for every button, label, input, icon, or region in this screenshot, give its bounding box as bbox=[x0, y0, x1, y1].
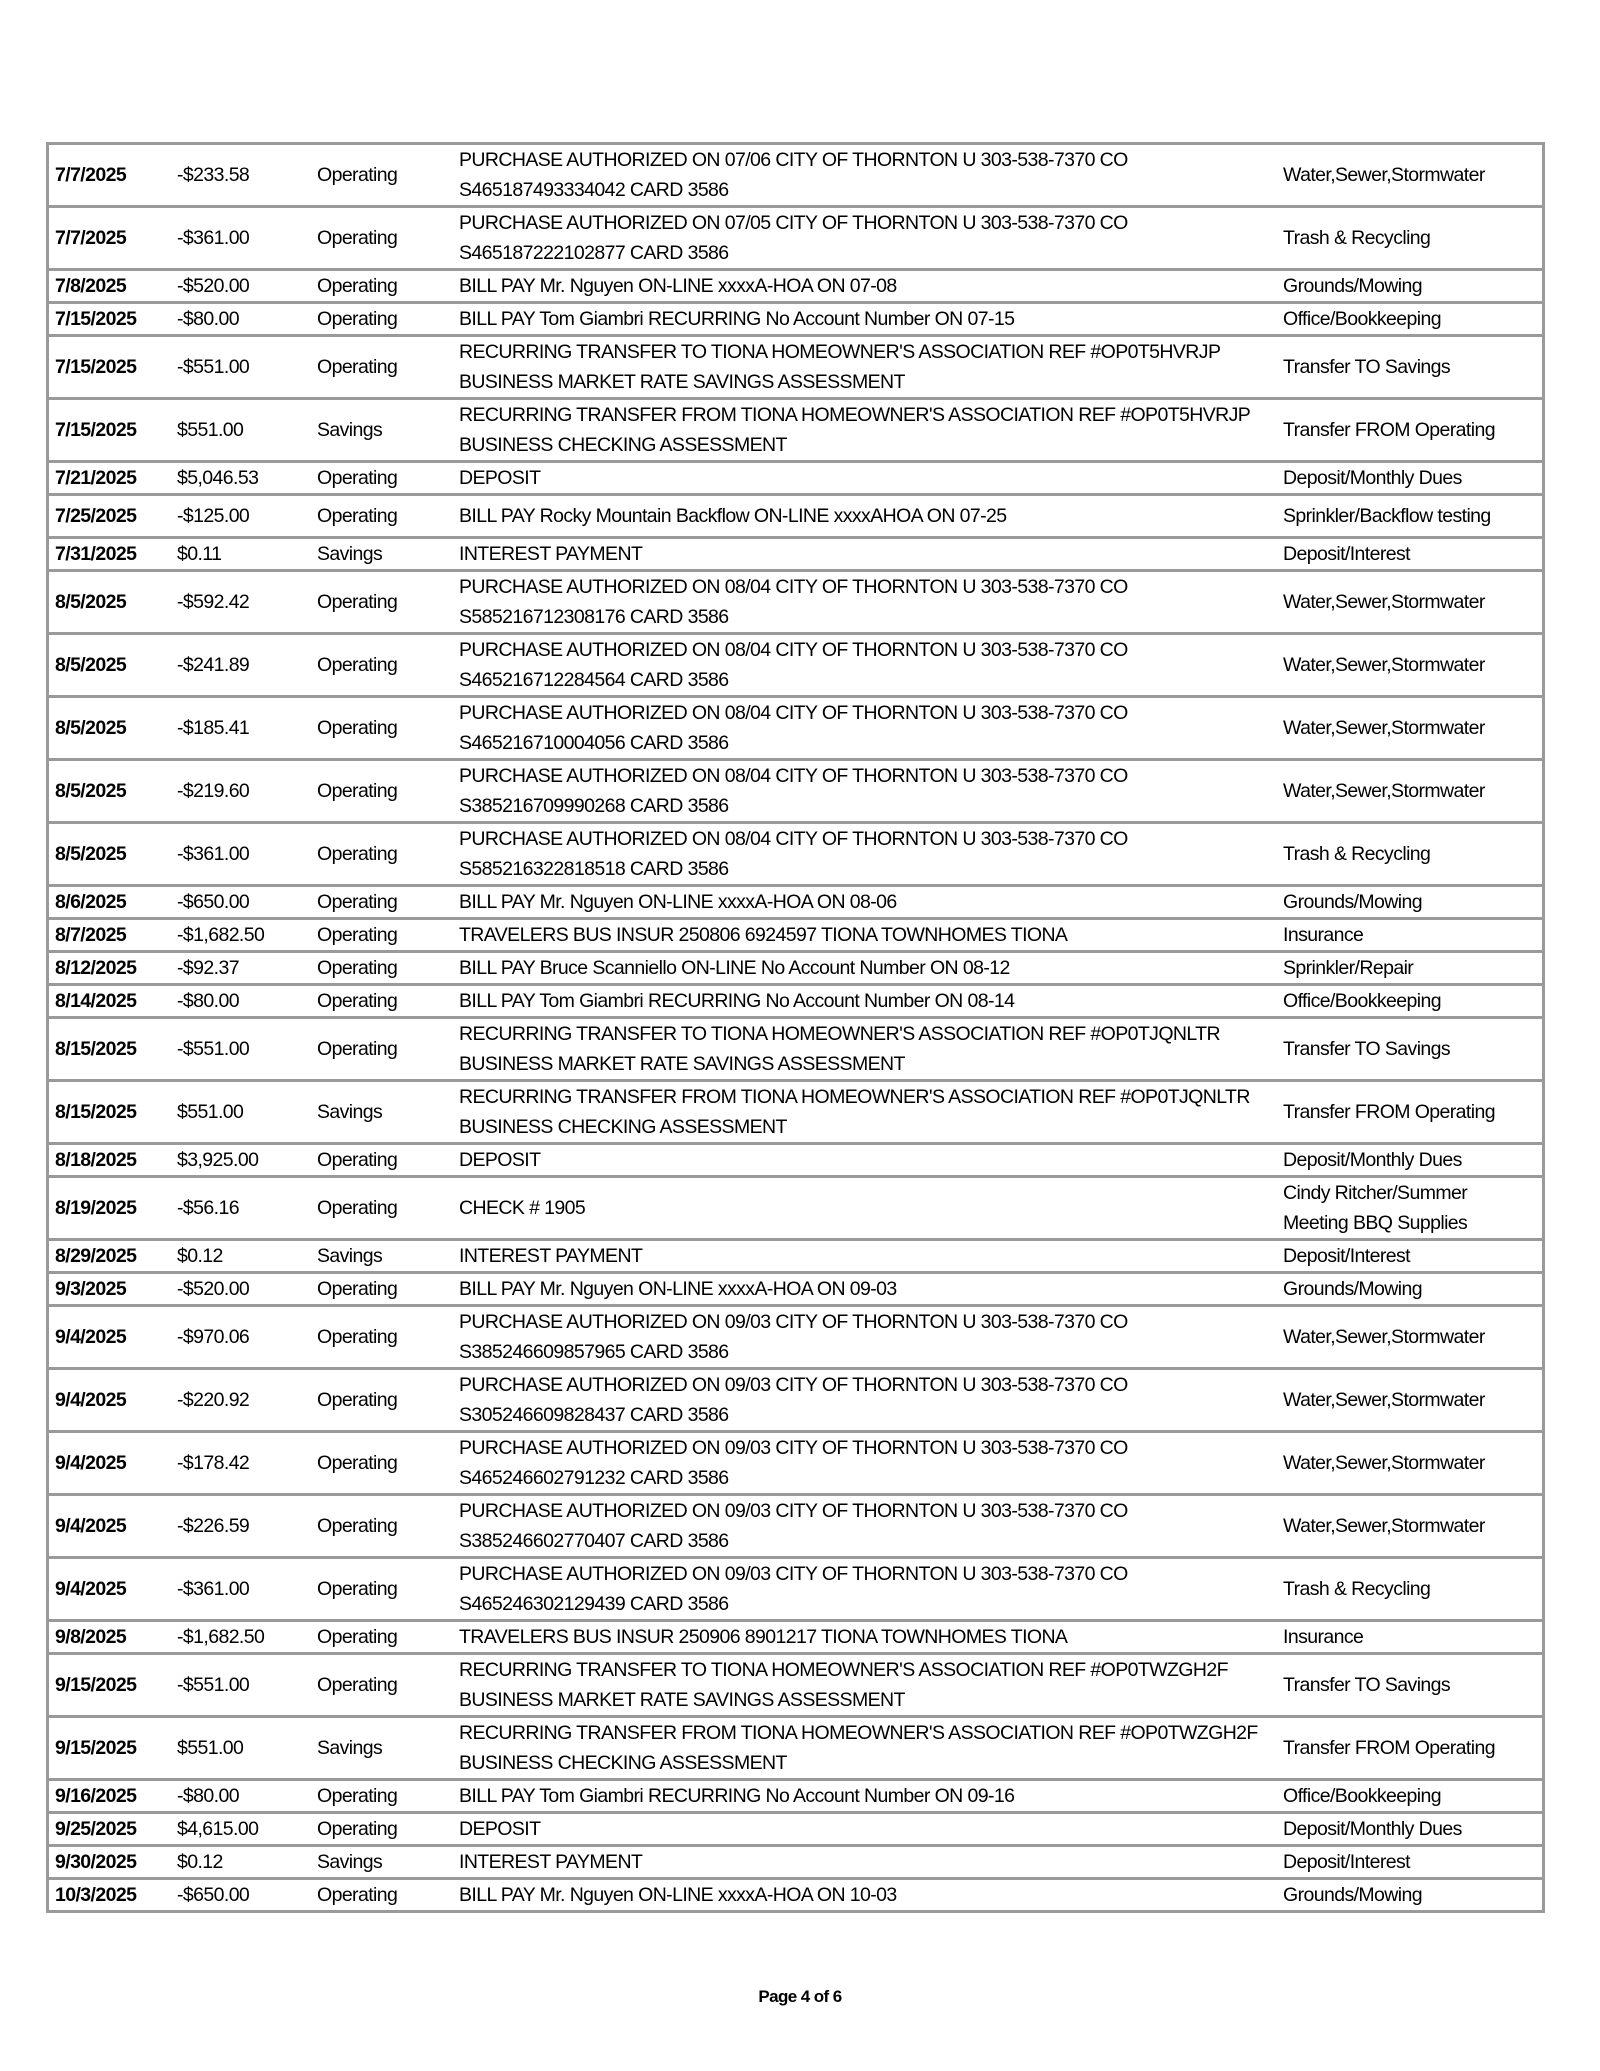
page-number: Page 4 of 6 bbox=[758, 1987, 842, 2006]
transaction-amount: -$520.00 bbox=[171, 270, 311, 303]
transaction-category: Water,Sewer,Stormwater bbox=[1277, 571, 1544, 634]
transaction-date: 9/4/2025 bbox=[48, 1432, 172, 1495]
transaction-account: Operating bbox=[311, 207, 453, 270]
transaction-description: BILL PAY Tom Giambri RECURRING No Account Number ON 08-14 bbox=[453, 985, 1277, 1018]
transaction-category: Sprinkler/Repair bbox=[1277, 952, 1544, 985]
transaction-account: Operating bbox=[311, 303, 453, 336]
transaction-table bbox=[46, 142, 1545, 1913]
transaction-account: Operating bbox=[311, 952, 453, 985]
transaction-category: Water,Sewer,Stormwater bbox=[1277, 1306, 1544, 1369]
transaction-description: PURCHASE AUTHORIZED ON 08/04 CITY OF THORNTON U 303-538-7370 CO S585216712308176 CARD 3586 bbox=[453, 571, 1277, 634]
table-row bbox=[48, 1717, 1544, 1780]
transaction-date: 8/6/2025 bbox=[48, 886, 172, 919]
transaction-description: PURCHASE AUTHORIZED ON 07/06 CITY OF THORNTON U 303-538-7370 CO S465187493334042 CARD 3586 bbox=[453, 144, 1277, 207]
transaction-amount: -$1,682.50 bbox=[171, 1621, 311, 1654]
transaction-category: Insurance bbox=[1277, 1621, 1544, 1654]
table-row bbox=[48, 760, 1544, 823]
transaction-amount: -$551.00 bbox=[171, 1018, 311, 1081]
transaction-description: BILL PAY Mr. Nguyen ON-LINE xxxxA-HOA ON 08-06 bbox=[453, 886, 1277, 919]
transaction-category: Grounds/Mowing bbox=[1277, 1879, 1544, 1912]
transaction-description: RECURRING TRANSFER TO TIONA HOMEOWNER'S ASSOCIATION REF #OP0TWZGH2F BUSINESS MARKET RATE SAVINGS ASSESSMENT bbox=[453, 1654, 1277, 1717]
transaction-amount: $0.12 bbox=[171, 1846, 311, 1879]
transaction-account: Operating bbox=[311, 270, 453, 303]
transaction-date: 8/5/2025 bbox=[48, 634, 172, 697]
transaction-amount: -$520.00 bbox=[171, 1273, 311, 1306]
table-row bbox=[48, 303, 1544, 336]
transaction-date: 7/15/2025 bbox=[48, 399, 172, 462]
transaction-date: 9/8/2025 bbox=[48, 1621, 172, 1654]
transaction-description: BILL PAY Tom Giambri RECURRING No Account Number ON 07-15 bbox=[453, 303, 1277, 336]
transaction-category: Trash & Recycling bbox=[1277, 1558, 1544, 1621]
transaction-amount: -$80.00 bbox=[171, 985, 311, 1018]
transaction-date: 8/15/2025 bbox=[48, 1018, 172, 1081]
table-row bbox=[48, 1273, 1544, 1306]
transaction-date: 8/29/2025 bbox=[48, 1240, 172, 1273]
transaction-date: 8/12/2025 bbox=[48, 952, 172, 985]
transaction-description: BILL PAY Mr. Nguyen ON-LINE xxxxA-HOA ON 09-03 bbox=[453, 1273, 1277, 1306]
table-row bbox=[48, 1144, 1544, 1177]
transaction-amount: $3,925.00 bbox=[171, 1144, 311, 1177]
table-row bbox=[48, 1018, 1544, 1081]
table-row bbox=[48, 697, 1544, 760]
transaction-category: Office/Bookkeeping bbox=[1277, 1780, 1544, 1813]
transaction-account: Savings bbox=[311, 399, 453, 462]
transaction-account: Operating bbox=[311, 571, 453, 634]
transaction-date: 9/4/2025 bbox=[48, 1495, 172, 1558]
transaction-account: Operating bbox=[311, 634, 453, 697]
transaction-amount: -$178.42 bbox=[171, 1432, 311, 1495]
transaction-category: Office/Bookkeeping bbox=[1277, 985, 1544, 1018]
transaction-description: PURCHASE AUTHORIZED ON 08/04 CITY OF THORNTON U 303-538-7370 CO S465216712284564 CARD 3586 bbox=[453, 634, 1277, 697]
transaction-category: Trash & Recycling bbox=[1277, 207, 1544, 270]
transaction-category: Water,Sewer,Stormwater bbox=[1277, 1432, 1544, 1495]
table-row bbox=[48, 952, 1544, 985]
transaction-account: Operating bbox=[311, 495, 453, 538]
transaction-account: Operating bbox=[311, 1495, 453, 1558]
transaction-amount: -$80.00 bbox=[171, 1780, 311, 1813]
transaction-account: Operating bbox=[311, 1879, 453, 1912]
transaction-amount: $551.00 bbox=[171, 399, 311, 462]
transaction-date: 8/5/2025 bbox=[48, 571, 172, 634]
transaction-category: Transfer TO Savings bbox=[1277, 1018, 1544, 1081]
transaction-category: Transfer FROM Operating bbox=[1277, 1717, 1544, 1780]
transaction-amount: -$650.00 bbox=[171, 1879, 311, 1912]
table-row bbox=[48, 1177, 1544, 1240]
transaction-date: 9/4/2025 bbox=[48, 1369, 172, 1432]
transaction-category: Insurance bbox=[1277, 919, 1544, 952]
transaction-category: Sprinkler/Backflow testing bbox=[1277, 495, 1544, 538]
transaction-description: PURCHASE AUTHORIZED ON 08/04 CITY OF THORNTON U 303-538-7370 CO S465216710004056 CARD 3586 bbox=[453, 697, 1277, 760]
transaction-description: BILL PAY Rocky Mountain Backflow ON-LINE xxxxAHOA ON 07-25 bbox=[453, 495, 1277, 538]
transaction-amount: $551.00 bbox=[171, 1717, 311, 1780]
table-row bbox=[48, 1654, 1544, 1717]
transaction-account: Savings bbox=[311, 1846, 453, 1879]
transaction-description: TRAVELERS BUS INSUR 250806 6924597 TIONA TOWNHOMES TIONA bbox=[453, 919, 1277, 952]
transaction-account: Operating bbox=[311, 1369, 453, 1432]
transaction-category: Transfer FROM Operating bbox=[1277, 399, 1544, 462]
table-row bbox=[48, 1846, 1544, 1879]
table-row bbox=[48, 1495, 1544, 1558]
transaction-amount: -$241.89 bbox=[171, 634, 311, 697]
table-row bbox=[48, 985, 1544, 1018]
transaction-account: Operating bbox=[311, 1273, 453, 1306]
transaction-date: 9/25/2025 bbox=[48, 1813, 172, 1846]
transaction-date: 9/4/2025 bbox=[48, 1558, 172, 1621]
transaction-date: 9/16/2025 bbox=[48, 1780, 172, 1813]
table-row bbox=[48, 1369, 1544, 1432]
transaction-amount: $4,615.00 bbox=[171, 1813, 311, 1846]
table-row bbox=[48, 634, 1544, 697]
transaction-category: Grounds/Mowing bbox=[1277, 270, 1544, 303]
transaction-date: 9/3/2025 bbox=[48, 1273, 172, 1306]
transaction-description: RECURRING TRANSFER FROM TIONA HOMEOWNER'S ASSOCIATION REF #OP0TJQNLTR BUSINESS CHECKING ASSESSMENT bbox=[453, 1081, 1277, 1144]
table-row bbox=[48, 1240, 1544, 1273]
table-row bbox=[48, 823, 1544, 886]
transaction-description: DEPOSIT bbox=[453, 1813, 1277, 1846]
transaction-amount: $551.00 bbox=[171, 1081, 311, 1144]
table-row bbox=[48, 336, 1544, 399]
transaction-date: 8/5/2025 bbox=[48, 697, 172, 760]
transaction-amount: -$361.00 bbox=[171, 823, 311, 886]
table-row bbox=[48, 207, 1544, 270]
transaction-description: CHECK # 1905 bbox=[453, 1177, 1277, 1240]
transaction-account: Savings bbox=[311, 538, 453, 571]
transaction-category: Transfer TO Savings bbox=[1277, 336, 1544, 399]
transaction-category: Deposit/Interest bbox=[1277, 1846, 1544, 1879]
transaction-description: RECURRING TRANSFER FROM TIONA HOMEOWNER'S ASSOCIATION REF #OP0TWZGH2F BUSINESS CHECKING ASSESSMENT bbox=[453, 1717, 1277, 1780]
transaction-amount: -$219.60 bbox=[171, 760, 311, 823]
transaction-amount: -$361.00 bbox=[171, 207, 311, 270]
table-row bbox=[48, 144, 1544, 207]
transaction-category: Deposit/Monthly Dues bbox=[1277, 1144, 1544, 1177]
table-row bbox=[48, 1081, 1544, 1144]
transaction-amount: -$361.00 bbox=[171, 1558, 311, 1621]
transaction-account: Operating bbox=[311, 886, 453, 919]
transaction-date: 9/15/2025 bbox=[48, 1654, 172, 1717]
table-row bbox=[48, 399, 1544, 462]
transaction-date: 10/3/2025 bbox=[48, 1879, 172, 1912]
table-row bbox=[48, 1306, 1544, 1369]
transaction-date: 9/15/2025 bbox=[48, 1717, 172, 1780]
transaction-account: Operating bbox=[311, 1177, 453, 1240]
transaction-category: Transfer FROM Operating bbox=[1277, 1081, 1544, 1144]
transaction-amount: -$125.00 bbox=[171, 495, 311, 538]
transaction-amount: -$56.16 bbox=[171, 1177, 311, 1240]
table-row bbox=[48, 1780, 1544, 1813]
transaction-category: Cindy Ritcher/Summer Meeting BBQ Supplies bbox=[1277, 1177, 1544, 1240]
transaction-account: Operating bbox=[311, 144, 453, 207]
transaction-date: 8/19/2025 bbox=[48, 1177, 172, 1240]
transaction-date: 7/31/2025 bbox=[48, 538, 172, 571]
transaction-amount: $0.12 bbox=[171, 1240, 311, 1273]
transaction-account: Operating bbox=[311, 1780, 453, 1813]
transaction-date: 7/7/2025 bbox=[48, 144, 172, 207]
table-row bbox=[48, 1879, 1544, 1912]
transaction-amount: $0.11 bbox=[171, 538, 311, 571]
transaction-date: 7/15/2025 bbox=[48, 303, 172, 336]
transaction-account: Operating bbox=[311, 1813, 453, 1846]
transaction-account: Operating bbox=[311, 462, 453, 495]
transaction-description: PURCHASE AUTHORIZED ON 08/04 CITY OF THORNTON U 303-538-7370 CO S585216322818518 CARD 3586 bbox=[453, 823, 1277, 886]
transaction-description: INTEREST PAYMENT bbox=[453, 1240, 1277, 1273]
transaction-account: Operating bbox=[311, 1558, 453, 1621]
transaction-date: 7/8/2025 bbox=[48, 270, 172, 303]
table-row bbox=[48, 1558, 1544, 1621]
transaction-description: RECURRING TRANSFER FROM TIONA HOMEOWNER'S ASSOCIATION REF #OP0T5HVRJP BUSINESS CHECKING ASSESSMENT bbox=[453, 399, 1277, 462]
transaction-amount: -$80.00 bbox=[171, 303, 311, 336]
table-row bbox=[48, 571, 1544, 634]
transaction-date: 8/18/2025 bbox=[48, 1144, 172, 1177]
transaction-account: Operating bbox=[311, 919, 453, 952]
transaction-account: Operating bbox=[311, 1654, 453, 1717]
transaction-category: Deposit/Interest bbox=[1277, 538, 1544, 571]
transaction-description: PURCHASE AUTHORIZED ON 09/03 CITY OF THORNTON U 303-538-7370 CO S385246609857965 CARD 3586 bbox=[453, 1306, 1277, 1369]
transaction-category: Deposit/Monthly Dues bbox=[1277, 462, 1544, 495]
transaction-account: Savings bbox=[311, 1081, 453, 1144]
transaction-amount: -$233.58 bbox=[171, 144, 311, 207]
transaction-account: Savings bbox=[311, 1240, 453, 1273]
transaction-description: RECURRING TRANSFER TO TIONA HOMEOWNER'S ASSOCIATION REF #OP0TJQNLTR BUSINESS MARKET RATE SAVINGS ASSESSMENT bbox=[453, 1018, 1277, 1081]
table-row bbox=[48, 886, 1544, 919]
transaction-description: BILL PAY Mr. Nguyen ON-LINE xxxxA-HOA ON 10-03 bbox=[453, 1879, 1277, 1912]
transaction-description: DEPOSIT bbox=[453, 462, 1277, 495]
transaction-description: PURCHASE AUTHORIZED ON 09/03 CITY OF THORNTON U 303-538-7370 CO S385246602770407 CARD 3586 bbox=[453, 1495, 1277, 1558]
transaction-description: INTEREST PAYMENT bbox=[453, 1846, 1277, 1879]
transaction-description: BILL PAY Bruce Scanniello ON-LINE No Account Number ON 08-12 bbox=[453, 952, 1277, 985]
table-row bbox=[48, 1621, 1544, 1654]
table-row bbox=[48, 495, 1544, 538]
transaction-amount: -$92.37 bbox=[171, 952, 311, 985]
transaction-account: Operating bbox=[311, 1018, 453, 1081]
transaction-category: Water,Sewer,Stormwater bbox=[1277, 1495, 1544, 1558]
transaction-account: Operating bbox=[311, 336, 453, 399]
transaction-description: PURCHASE AUTHORIZED ON 09/03 CITY OF THORNTON U 303-538-7370 CO S465246602791232 CARD 3586 bbox=[453, 1432, 1277, 1495]
transaction-description: RECURRING TRANSFER TO TIONA HOMEOWNER'S ASSOCIATION REF #OP0T5HVRJP BUSINESS MARKET RATE SAVINGS ASSESSMENT bbox=[453, 336, 1277, 399]
transaction-description: DEPOSIT bbox=[453, 1144, 1277, 1177]
transaction-account: Operating bbox=[311, 823, 453, 886]
table-row bbox=[48, 1432, 1544, 1495]
transaction-amount: -$220.92 bbox=[171, 1369, 311, 1432]
transaction-description: INTEREST PAYMENT bbox=[453, 538, 1277, 571]
table-row bbox=[48, 538, 1544, 571]
transaction-category: Office/Bookkeeping bbox=[1277, 303, 1544, 336]
transaction-account: Savings bbox=[311, 1717, 453, 1780]
transaction-amount: -$1,682.50 bbox=[171, 919, 311, 952]
table-row bbox=[48, 1813, 1544, 1846]
transaction-category: Deposit/Monthly Dues bbox=[1277, 1813, 1544, 1846]
transaction-amount: -$551.00 bbox=[171, 1654, 311, 1717]
transaction-category: Grounds/Mowing bbox=[1277, 886, 1544, 919]
transaction-description: BILL PAY Mr. Nguyen ON-LINE xxxxA-HOA ON 07-08 bbox=[453, 270, 1277, 303]
table-row bbox=[48, 919, 1544, 952]
transaction-table-body bbox=[48, 144, 1544, 1912]
transaction-date: 8/14/2025 bbox=[48, 985, 172, 1018]
transaction-amount: $5,046.53 bbox=[171, 462, 311, 495]
transaction-date: 8/7/2025 bbox=[48, 919, 172, 952]
transaction-amount: -$185.41 bbox=[171, 697, 311, 760]
transaction-category: Deposit/Interest bbox=[1277, 1240, 1544, 1273]
transaction-category: Water,Sewer,Stormwater bbox=[1277, 760, 1544, 823]
transaction-date: 7/15/2025 bbox=[48, 336, 172, 399]
transaction-category: Water,Sewer,Stormwater bbox=[1277, 1369, 1544, 1432]
transaction-amount: -$226.59 bbox=[171, 1495, 311, 1558]
transaction-date: 9/30/2025 bbox=[48, 1846, 172, 1879]
transaction-date: 8/5/2025 bbox=[48, 760, 172, 823]
transaction-date: 8/5/2025 bbox=[48, 823, 172, 886]
transaction-date: 7/7/2025 bbox=[48, 207, 172, 270]
transaction-account: Operating bbox=[311, 760, 453, 823]
transaction-account: Operating bbox=[311, 1306, 453, 1369]
transaction-account: Operating bbox=[311, 1432, 453, 1495]
transaction-category: Trash & Recycling bbox=[1277, 823, 1544, 886]
transaction-date: 7/25/2025 bbox=[48, 495, 172, 538]
transaction-amount: -$650.00 bbox=[171, 886, 311, 919]
table-row bbox=[48, 462, 1544, 495]
transaction-amount: -$551.00 bbox=[171, 336, 311, 399]
transaction-category: Water,Sewer,Stormwater bbox=[1277, 634, 1544, 697]
transaction-description: PURCHASE AUTHORIZED ON 09/03 CITY OF THORNTON U 303-538-7370 CO S305246609828437 CARD 3586 bbox=[453, 1369, 1277, 1432]
transaction-category: Water,Sewer,Stormwater bbox=[1277, 697, 1544, 760]
transaction-account: Operating bbox=[311, 697, 453, 760]
transaction-description: BILL PAY Tom Giambri RECURRING No Account Number ON 09-16 bbox=[453, 1780, 1277, 1813]
transaction-date: 9/4/2025 bbox=[48, 1306, 172, 1369]
table-row bbox=[48, 270, 1544, 303]
transaction-category: Grounds/Mowing bbox=[1277, 1273, 1544, 1306]
transaction-description: PURCHASE AUTHORIZED ON 08/04 CITY OF THORNTON U 303-538-7370 CO S385216709990268 CARD 3586 bbox=[453, 760, 1277, 823]
transaction-amount: -$970.06 bbox=[171, 1306, 311, 1369]
transaction-account: Operating bbox=[311, 1621, 453, 1654]
transaction-description: PURCHASE AUTHORIZED ON 09/03 CITY OF THORNTON U 303-538-7370 CO S465246302129439 CARD 3586 bbox=[453, 1558, 1277, 1621]
transaction-date: 8/15/2025 bbox=[48, 1081, 172, 1144]
transaction-description: TRAVELERS BUS INSUR 250906 8901217 TIONA TOWNHOMES TIONA bbox=[453, 1621, 1277, 1654]
transaction-category: Water,Sewer,Stormwater bbox=[1277, 144, 1544, 207]
transaction-account: Operating bbox=[311, 985, 453, 1018]
transaction-amount: -$592.42 bbox=[171, 571, 311, 634]
transaction-category: Transfer TO Savings bbox=[1277, 1654, 1544, 1717]
transaction-description: PURCHASE AUTHORIZED ON 07/05 CITY OF THORNTON U 303-538-7370 CO S465187222102877 CARD 3586 bbox=[453, 207, 1277, 270]
transaction-date: 7/21/2025 bbox=[48, 462, 172, 495]
transaction-account: Operating bbox=[311, 1144, 453, 1177]
